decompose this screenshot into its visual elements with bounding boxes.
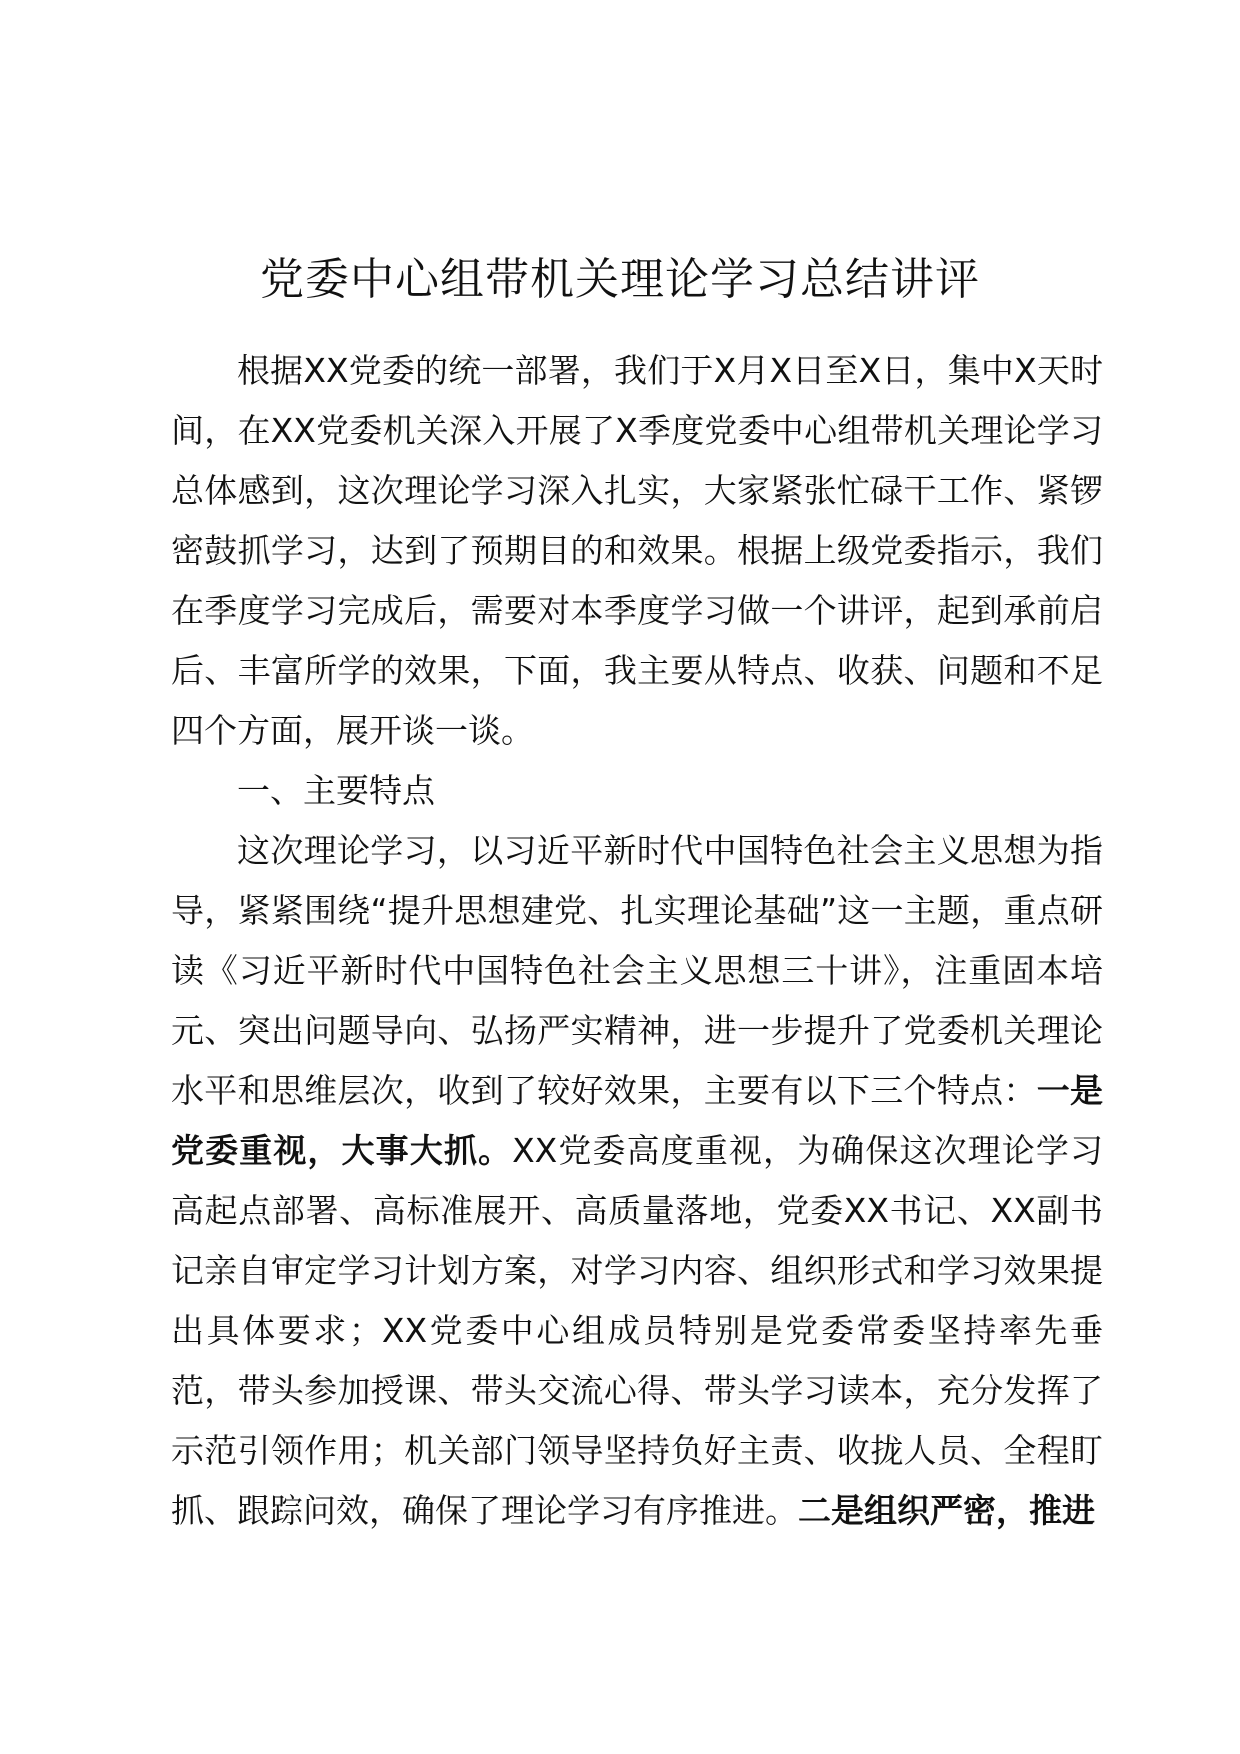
intro-paragraph: 根据XX党委的统一部署，我们于X月X日至X日，集中X天时间，在XX党委机关深入开展了X季度党委中心组带机关理论学习总体感到，这次理论学习深入扎实，大家紧张忙碌干工作、紧锣密鼓抓学习，达到了预期目的和效果。根据上级党委指示，我们在季度学习完成后，需要对本季度学习做一个讲评，起到承前启后、丰富所学的效果，下面，我主要从特点、收获、问题和不足四个方面，展开谈一谈。	[171, 351, 1103, 750]
point-one-heading: 一是党委重视，大事大抓。	[171, 1071, 1104, 1170]
document-title: 党委中心组带机关理论学习总结讲评	[260, 254, 980, 305]
section-paragraph	[171, 821, 1103, 1541]
point-two-heading: 二是组织严密，推进	[798, 1491, 1095, 1530]
document-body	[171, 341, 1103, 1541]
section-text-2: XX党委高度重视，为确保这次理论学习高起点部署、高标准展开、高质量落地，党委XX书记、XX副书记亲自审定学习计划方案，对学习内容、组织形式和学习效果提出具体要求；XX党委中心组成员特别是党委常委坚持率先垂范，带头参加授课、带头交流心得、带头学习读本，充分发挥了示范引领作用；机关部门领导坚持负好主责、收拢人员、全程盯抓、跟踪问效，确保了理论学习有序推进。	[171, 1131, 1104, 1530]
section-text-1: 这次理论学习，以习近平新时代中国特色社会主义思想为指导，紧紧围绕“提升思想建党、扎实理论基础”这一主题，重点研读《习近平新时代中国特色社会主义思想三十讲》，注重固本培元、突出问题导向、弘扬严实精神，进一步提升了党委机关理论水平和思维层次，收到了较好效果，主要有以下三个特点：	[171, 831, 1103, 1110]
section-heading: 一、主要特点	[237, 771, 435, 810]
